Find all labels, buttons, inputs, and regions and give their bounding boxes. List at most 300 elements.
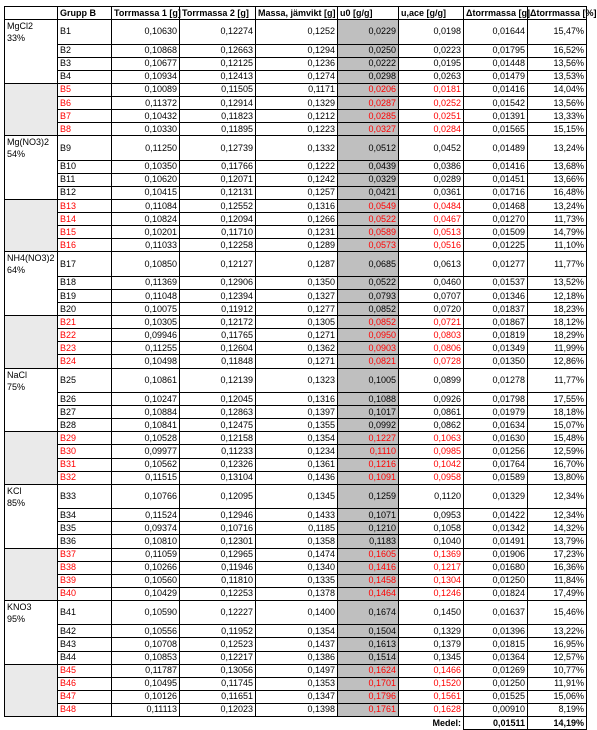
value-cell[interactable]: 0,1701 — [338, 677, 399, 690]
value-cell[interactable]: 0,11765 — [180, 329, 256, 342]
group-cell[interactable] — [5, 136, 58, 161]
value-cell[interactable]: 0,1252 — [256, 20, 338, 45]
group-cell[interactable] — [5, 638, 58, 651]
value-cell[interactable]: 0,12663 — [180, 44, 256, 57]
value-cell[interactable]: 0,1120 — [399, 484, 464, 509]
value-cell[interactable]: 0,01764 — [464, 458, 528, 471]
value-cell[interactable]: 0,0181 — [399, 83, 464, 96]
value-cell[interactable]: 0,1347 — [256, 690, 338, 703]
value-cell[interactable]: 0,1358 — [256, 535, 338, 548]
value-cell[interactable]: 0,10853 — [112, 651, 180, 664]
value-cell[interactable]: 0,1354 — [256, 625, 338, 638]
sample-id-cell[interactable]: B30 — [58, 445, 112, 458]
value-cell[interactable]: 0,0460 — [399, 276, 464, 289]
value-cell[interactable]: 14,04% — [528, 83, 587, 96]
value-cell[interactable]: 0,1289 — [256, 239, 338, 252]
value-cell[interactable]: 0,0512 — [338, 136, 399, 161]
group-cell[interactable] — [5, 355, 58, 368]
value-cell[interactable]: 0,10075 — [112, 303, 180, 316]
value-cell[interactable]: 17,55% — [528, 393, 587, 406]
value-cell[interactable]: 0,01225 — [464, 239, 528, 252]
value-cell[interactable]: 0,10266 — [112, 561, 180, 574]
value-cell[interactable]: 0,11710 — [180, 226, 256, 239]
value-cell[interactable]: 0,11369 — [112, 276, 180, 289]
value-cell[interactable]: 0,0329 — [338, 173, 399, 186]
value-cell[interactable]: 0,1450 — [399, 600, 464, 625]
value-cell[interactable]: 0,12394 — [180, 290, 256, 303]
value-cell[interactable]: 10,77% — [528, 664, 587, 677]
value-cell[interactable]: 0,12739 — [180, 136, 256, 161]
value-cell[interactable]: 0,0862 — [399, 419, 464, 432]
value-cell[interactable]: 0,10630 — [112, 20, 180, 45]
sample-id-cell[interactable]: B8 — [58, 123, 112, 136]
value-cell[interactable]: 0,0452 — [399, 136, 464, 161]
sample-id-cell[interactable]: B42 — [58, 625, 112, 638]
value-cell[interactable]: 0,1242 — [256, 173, 338, 186]
value-cell[interactable]: 0,1674 — [338, 600, 399, 625]
group-cell[interactable] — [5, 290, 58, 303]
value-cell[interactable]: 0,10590 — [112, 600, 180, 625]
value-cell[interactable]: 18,18% — [528, 406, 587, 419]
value-cell[interactable]: 0,1259 — [338, 484, 399, 509]
value-cell[interactable]: 0,09946 — [112, 329, 180, 342]
value-cell[interactable]: 0,01537 — [464, 276, 528, 289]
value-cell[interactable]: 0,0229 — [338, 20, 399, 45]
value-cell[interactable]: 0,01416 — [464, 160, 528, 173]
value-cell[interactable]: 14,32% — [528, 522, 587, 535]
value-cell[interactable]: 0,1624 — [338, 664, 399, 677]
sample-id-cell[interactable]: B46 — [58, 677, 112, 690]
sample-id-cell[interactable]: B16 — [58, 239, 112, 252]
sample-id-cell[interactable]: B9 — [58, 136, 112, 161]
value-cell[interactable]: 0,1378 — [256, 587, 338, 600]
value-cell[interactable]: 14,79% — [528, 226, 587, 239]
value-cell[interactable]: 0,11250 — [112, 136, 180, 161]
value-cell[interactable]: 0,0852 — [338, 316, 399, 329]
group-cell[interactable] — [5, 677, 58, 690]
value-cell[interactable]: 0,0298 — [338, 70, 399, 83]
sample-id-cell[interactable]: B15 — [58, 226, 112, 239]
value-cell[interactable]: 0,12274 — [180, 20, 256, 45]
value-cell[interactable]: 12,18% — [528, 290, 587, 303]
value-cell[interactable]: 0,10810 — [112, 535, 180, 548]
value-cell[interactable]: 0,01589 — [464, 471, 528, 484]
value-cell[interactable]: 0,12253 — [180, 587, 256, 600]
sample-id-cell[interactable]: B1 — [58, 20, 112, 45]
group-cell[interactable] — [5, 160, 58, 173]
value-cell[interactable]: 0,01798 — [464, 393, 528, 406]
value-cell[interactable]: 0,0206 — [338, 83, 399, 96]
value-cell[interactable]: 0,1294 — [256, 44, 338, 57]
value-cell[interactable]: 0,12045 — [180, 393, 256, 406]
sample-id-cell[interactable]: B11 — [58, 173, 112, 186]
value-cell[interactable]: 0,01396 — [464, 625, 528, 638]
group-cell[interactable] — [5, 96, 58, 109]
value-cell[interactable]: 0,10861 — [112, 368, 180, 393]
group-cell[interactable] — [5, 110, 58, 123]
value-cell[interactable]: 0,1369 — [399, 548, 464, 561]
header-cell[interactable]: Massa, jämvikt [g] — [256, 7, 338, 20]
value-cell[interactable]: 0,01364 — [464, 651, 528, 664]
value-cell[interactable]: 0,0484 — [399, 200, 464, 213]
value-cell[interactable]: 0,01250 — [464, 574, 528, 587]
value-cell[interactable]: 15,07% — [528, 419, 587, 432]
value-cell[interactable]: 0,01634 — [464, 419, 528, 432]
value-cell[interactable]: 0,12095 — [180, 484, 256, 509]
sample-id-cell[interactable]: B28 — [58, 419, 112, 432]
group-cell[interactable] — [5, 484, 58, 509]
group-cell[interactable] — [5, 393, 58, 406]
group-cell[interactable] — [5, 561, 58, 574]
value-cell[interactable]: 11,99% — [528, 342, 587, 355]
value-cell[interactable]: 0,10766 — [112, 484, 180, 509]
value-cell[interactable]: 12,57% — [528, 651, 587, 664]
group-cell[interactable] — [5, 574, 58, 587]
value-cell[interactable]: 0,11515 — [112, 471, 180, 484]
sample-id-cell[interactable]: B19 — [58, 290, 112, 303]
value-cell[interactable]: 0,10126 — [112, 690, 180, 703]
value-cell[interactable]: 0,12125 — [180, 57, 256, 70]
value-cell[interactable]: 0,0720 — [399, 303, 464, 316]
value-cell[interactable]: 0,01680 — [464, 561, 528, 574]
group-cell[interactable] — [5, 329, 58, 342]
value-cell[interactable]: 0,0284 — [399, 123, 464, 136]
group-cell[interactable] — [5, 316, 58, 329]
value-cell[interactable]: 0,11059 — [112, 548, 180, 561]
sample-id-cell[interactable]: B25 — [58, 368, 112, 393]
value-cell[interactable]: 0,12604 — [180, 342, 256, 355]
group-cell[interactable] — [5, 342, 58, 355]
value-cell[interactable]: 0,1316 — [256, 200, 338, 213]
value-cell[interactable]: 12,34% — [528, 484, 587, 509]
value-cell[interactable]: 0,01795 — [464, 44, 528, 57]
value-cell[interactable]: 0,1340 — [256, 561, 338, 574]
value-cell[interactable]: 0,0287 — [338, 96, 399, 109]
value-cell[interactable]: 0,1327 — [256, 290, 338, 303]
value-cell[interactable]: 0,12094 — [180, 213, 256, 226]
value-cell[interactable]: 0,1171 — [256, 83, 338, 96]
value-cell[interactable]: 0,01422 — [464, 509, 528, 522]
value-cell[interactable]: 0,10432 — [112, 110, 180, 123]
mean-percent-cell[interactable]: 14,19% — [528, 717, 587, 730]
value-cell[interactable]: 0,01509 — [464, 226, 528, 239]
value-cell[interactable]: 12,59% — [528, 445, 587, 458]
value-cell[interactable]: 0,0516 — [399, 239, 464, 252]
group-cell[interactable] — [5, 406, 58, 419]
group-cell[interactable] — [5, 703, 58, 716]
sample-id-cell[interactable]: B44 — [58, 651, 112, 664]
value-cell[interactable]: 0,1277 — [256, 303, 338, 316]
value-cell[interactable]: 0,12258 — [180, 239, 256, 252]
value-cell[interactable]: 0,1497 — [256, 664, 338, 677]
value-cell[interactable]: 0,01824 — [464, 587, 528, 600]
value-cell[interactable]: 0,1071 — [338, 509, 399, 522]
value-cell[interactable]: 0,12863 — [180, 406, 256, 419]
value-cell[interactable]: 0,11084 — [112, 200, 180, 213]
value-cell[interactable]: 0,12217 — [180, 651, 256, 664]
group-cell[interactable] — [5, 239, 58, 252]
value-cell[interactable]: 0,1416 — [338, 561, 399, 574]
sample-id-cell[interactable]: B33 — [58, 484, 112, 509]
value-cell[interactable]: 0,11524 — [112, 509, 180, 522]
value-cell[interactable]: 0,1183 — [338, 535, 399, 548]
sample-id-cell[interactable]: B18 — [58, 276, 112, 289]
value-cell[interactable]: 0,0861 — [399, 406, 464, 419]
value-cell[interactable]: 0,0263 — [399, 70, 464, 83]
value-cell[interactable]: 0,1613 — [338, 638, 399, 651]
value-cell[interactable]: 0,10201 — [112, 226, 180, 239]
group-cell[interactable] — [5, 509, 58, 522]
value-cell[interactable]: 0,1040 — [399, 535, 464, 548]
sample-id-cell[interactable]: B38 — [58, 561, 112, 574]
sample-id-cell[interactable]: B24 — [58, 355, 112, 368]
value-cell[interactable]: 11,77% — [528, 252, 587, 277]
group-cell[interactable] — [5, 690, 58, 703]
value-cell[interactable]: 0,1433 — [256, 509, 338, 522]
value-cell[interactable]: 0,01270 — [464, 213, 528, 226]
value-cell[interactable]: 0,1345 — [399, 651, 464, 664]
value-cell[interactable]: 0,0721 — [399, 316, 464, 329]
sample-id-cell[interactable]: B26 — [58, 393, 112, 406]
sample-id-cell[interactable]: B22 — [58, 329, 112, 342]
value-cell[interactable]: 0,0899 — [399, 368, 464, 393]
value-cell[interactable]: 0,12131 — [180, 186, 256, 199]
sample-id-cell[interactable]: B20 — [58, 303, 112, 316]
value-cell[interactable]: 0,12413 — [180, 70, 256, 83]
value-cell[interactable]: 13,66% — [528, 173, 587, 186]
value-cell[interactable]: 13,24% — [528, 136, 587, 161]
value-cell[interactable]: 11,73% — [528, 213, 587, 226]
value-cell[interactable]: 0,0806 — [399, 342, 464, 355]
group-cell[interactable] — [5, 458, 58, 471]
group-cell[interactable] — [5, 651, 58, 664]
sample-id-cell[interactable]: B36 — [58, 535, 112, 548]
value-cell[interactable]: 13,33% — [528, 110, 587, 123]
value-cell[interactable]: 0,10934 — [112, 70, 180, 83]
value-cell[interactable]: 0,0361 — [399, 186, 464, 199]
value-cell[interactable]: 13,56% — [528, 57, 587, 70]
value-cell[interactable]: 0,0793 — [338, 290, 399, 303]
value-cell[interactable]: 0,1234 — [256, 445, 338, 458]
value-cell[interactable]: 0,01479 — [464, 70, 528, 83]
value-cell[interactable]: 0,1436 — [256, 471, 338, 484]
value-cell[interactable]: 16,52% — [528, 44, 587, 57]
value-cell[interactable]: 0,1185 — [256, 522, 338, 535]
value-cell[interactable]: 11,84% — [528, 574, 587, 587]
value-cell[interactable]: 0,1216 — [338, 458, 399, 471]
value-cell[interactable]: 0,01277 — [464, 252, 528, 277]
value-cell[interactable]: 0,1042 — [399, 458, 464, 471]
value-cell[interactable]: 0,01819 — [464, 329, 528, 342]
sample-id-cell[interactable]: B40 — [58, 587, 112, 600]
group-cell[interactable] — [5, 20, 58, 45]
value-cell[interactable]: 15,48% — [528, 432, 587, 445]
value-cell[interactable]: 0,0222 — [338, 57, 399, 70]
value-cell[interactable]: 0,12158 — [180, 432, 256, 445]
value-cell[interactable]: 0,0195 — [399, 57, 464, 70]
value-cell[interactable]: 0,1063 — [399, 432, 464, 445]
value-cell[interactable]: 0,0549 — [338, 200, 399, 213]
group-cell[interactable] — [5, 173, 58, 186]
header-cell[interactable]: Torrmassa 2 [g] — [180, 7, 256, 20]
value-cell[interactable]: 0,0821 — [338, 355, 399, 368]
sample-id-cell[interactable]: B10 — [58, 160, 112, 173]
value-cell[interactable]: 0,11651 — [180, 690, 256, 703]
value-cell[interactable]: 0,01716 — [464, 186, 528, 199]
value-cell[interactable]: 0,01637 — [464, 600, 528, 625]
value-cell[interactable]: 0,01979 — [464, 406, 528, 419]
value-cell[interactable]: 0,10415 — [112, 186, 180, 199]
value-cell[interactable]: 0,1323 — [256, 368, 338, 393]
group-cell[interactable] — [5, 70, 58, 83]
value-cell[interactable]: 0,12906 — [180, 276, 256, 289]
value-cell[interactable]: 0,1329 — [256, 96, 338, 109]
value-cell[interactable]: 0,10089 — [112, 83, 180, 96]
group-cell[interactable] — [5, 276, 58, 289]
value-cell[interactable]: 0,1231 — [256, 226, 338, 239]
value-cell[interactable]: 0,10528 — [112, 432, 180, 445]
group-cell[interactable] — [5, 587, 58, 600]
value-cell[interactable]: 15,47% — [528, 20, 587, 45]
value-cell[interactable]: 0,01525 — [464, 690, 528, 703]
value-cell[interactable]: 0,1561 — [399, 690, 464, 703]
value-cell[interactable]: 0,12139 — [180, 368, 256, 393]
value-cell[interactable]: 16,36% — [528, 561, 587, 574]
sample-id-cell[interactable]: B5 — [58, 83, 112, 96]
sample-id-cell[interactable]: B41 — [58, 600, 112, 625]
value-cell[interactable]: 0,0707 — [399, 290, 464, 303]
header-cell[interactable]: Δtorrmassa [g] — [464, 7, 528, 20]
value-cell[interactable]: 0,01278 — [464, 368, 528, 393]
sample-id-cell[interactable]: B47 — [58, 690, 112, 703]
value-cell[interactable]: 0,1796 — [338, 690, 399, 703]
value-cell[interactable]: 17,23% — [528, 548, 587, 561]
value-cell[interactable]: 0,0985 — [399, 445, 464, 458]
value-cell[interactable]: 0,01644 — [464, 20, 528, 45]
value-cell[interactable]: 0,12071 — [180, 173, 256, 186]
value-cell[interactable]: 0,1464 — [338, 587, 399, 600]
value-cell[interactable]: 0,1350 — [256, 276, 338, 289]
value-cell[interactable]: 0,0513 — [399, 226, 464, 239]
group-cell[interactable] — [5, 664, 58, 677]
value-cell[interactable]: 0,1605 — [338, 548, 399, 561]
value-cell[interactable]: 0,1287 — [256, 252, 338, 277]
value-cell[interactable]: 0,1354 — [256, 432, 338, 445]
value-cell[interactable]: 0,11810 — [180, 574, 256, 587]
group-cell[interactable] — [5, 432, 58, 445]
value-cell[interactable]: 12,86% — [528, 355, 587, 368]
value-cell[interactable]: 0,01269 — [464, 664, 528, 677]
value-cell[interactable]: 0,01448 — [464, 57, 528, 70]
group-cell[interactable] — [5, 200, 58, 213]
value-cell[interactable]: 13,22% — [528, 625, 587, 638]
value-cell[interactable]: 0,01815 — [464, 638, 528, 651]
value-cell[interactable]: 0,11372 — [112, 96, 180, 109]
value-cell[interactable]: 0,12523 — [180, 638, 256, 651]
value-cell[interactable]: 0,1362 — [256, 342, 338, 355]
value-cell[interactable]: 0,0386 — [399, 160, 464, 173]
group-cell[interactable] — [5, 213, 58, 226]
value-cell[interactable]: 15,06% — [528, 690, 587, 703]
value-cell[interactable]: 0,11233 — [180, 445, 256, 458]
value-cell[interactable]: 0,0803 — [399, 329, 464, 342]
value-cell[interactable]: 0,11823 — [180, 110, 256, 123]
value-cell[interactable]: 17,49% — [528, 587, 587, 600]
group-cell[interactable] — [5, 445, 58, 458]
value-cell[interactable]: 0,0285 — [338, 110, 399, 123]
value-cell[interactable]: 0,11505 — [180, 83, 256, 96]
sample-id-cell[interactable]: B43 — [58, 638, 112, 651]
value-cell[interactable]: 0,1474 — [256, 548, 338, 561]
value-cell[interactable]: 0,01329 — [464, 484, 528, 509]
value-cell[interactable]: 0,0573 — [338, 239, 399, 252]
value-cell[interactable]: 0,10620 — [112, 173, 180, 186]
value-cell[interactable]: 0,1458 — [338, 574, 399, 587]
value-cell[interactable]: 0,1400 — [256, 600, 338, 625]
value-cell[interactable]: 0,1266 — [256, 213, 338, 226]
sample-id-cell[interactable]: B45 — [58, 664, 112, 677]
header-cell[interactable]: Torrmassa 1 [g] — [112, 7, 180, 20]
value-cell[interactable]: 0,01491 — [464, 535, 528, 548]
value-cell[interactable]: 0,1305 — [256, 316, 338, 329]
value-cell[interactable]: 0,01350 — [464, 355, 528, 368]
sample-id-cell[interactable]: B27 — [58, 406, 112, 419]
value-cell[interactable]: 0,0926 — [399, 393, 464, 406]
value-cell[interactable]: 0,0467 — [399, 213, 464, 226]
value-cell[interactable]: 0,13104 — [180, 471, 256, 484]
value-cell[interactable]: 0,10330 — [112, 123, 180, 136]
value-cell[interactable]: 0,11113 — [112, 703, 180, 716]
group-cell[interactable] — [5, 83, 58, 96]
value-cell[interactable]: 0,1223 — [256, 123, 338, 136]
value-cell[interactable]: 0,0522 — [338, 213, 399, 226]
value-cell[interactable]: 0,10495 — [112, 677, 180, 690]
value-cell[interactable]: 0,01342 — [464, 522, 528, 535]
sample-id-cell[interactable]: B35 — [58, 522, 112, 535]
sample-id-cell[interactable]: B7 — [58, 110, 112, 123]
value-cell[interactable]: 0,1628 — [399, 703, 464, 716]
sample-id-cell[interactable]: B21 — [58, 316, 112, 329]
value-cell[interactable]: 0,12023 — [180, 703, 256, 716]
value-cell[interactable]: 0,1210 — [338, 522, 399, 535]
value-cell[interactable]: 0,01630 — [464, 432, 528, 445]
value-cell[interactable]: 0,1514 — [338, 651, 399, 664]
value-cell[interactable]: 0,1222 — [256, 160, 338, 173]
sample-id-cell[interactable]: B39 — [58, 574, 112, 587]
value-cell[interactable]: 0,0950 — [338, 329, 399, 342]
group-cell[interactable] — [5, 123, 58, 136]
value-cell[interactable]: 0,11048 — [112, 290, 180, 303]
value-cell[interactable]: 0,1345 — [256, 484, 338, 509]
value-cell[interactable]: 0,0589 — [338, 226, 399, 239]
sample-id-cell[interactable]: B32 — [58, 471, 112, 484]
value-cell[interactable]: 0,11255 — [112, 342, 180, 355]
value-cell[interactable]: 0,0522 — [338, 276, 399, 289]
value-cell[interactable]: 0,01837 — [464, 303, 528, 316]
value-cell[interactable]: 0,10708 — [112, 638, 180, 651]
value-cell[interactable]: 13,53% — [528, 70, 587, 83]
value-cell[interactable]: 0,1466 — [399, 664, 464, 677]
sample-id-cell[interactable]: B14 — [58, 213, 112, 226]
value-cell[interactable]: 0,11952 — [180, 625, 256, 638]
value-cell[interactable]: 0,0728 — [399, 355, 464, 368]
value-cell[interactable]: 0,1017 — [338, 406, 399, 419]
value-cell[interactable]: 0,11745 — [180, 677, 256, 690]
value-cell[interactable]: 0,1091 — [338, 471, 399, 484]
value-cell[interactable]: 0,1217 — [399, 561, 464, 574]
value-cell[interactable]: 0,1355 — [256, 419, 338, 432]
value-cell[interactable]: 0,1246 — [399, 587, 464, 600]
